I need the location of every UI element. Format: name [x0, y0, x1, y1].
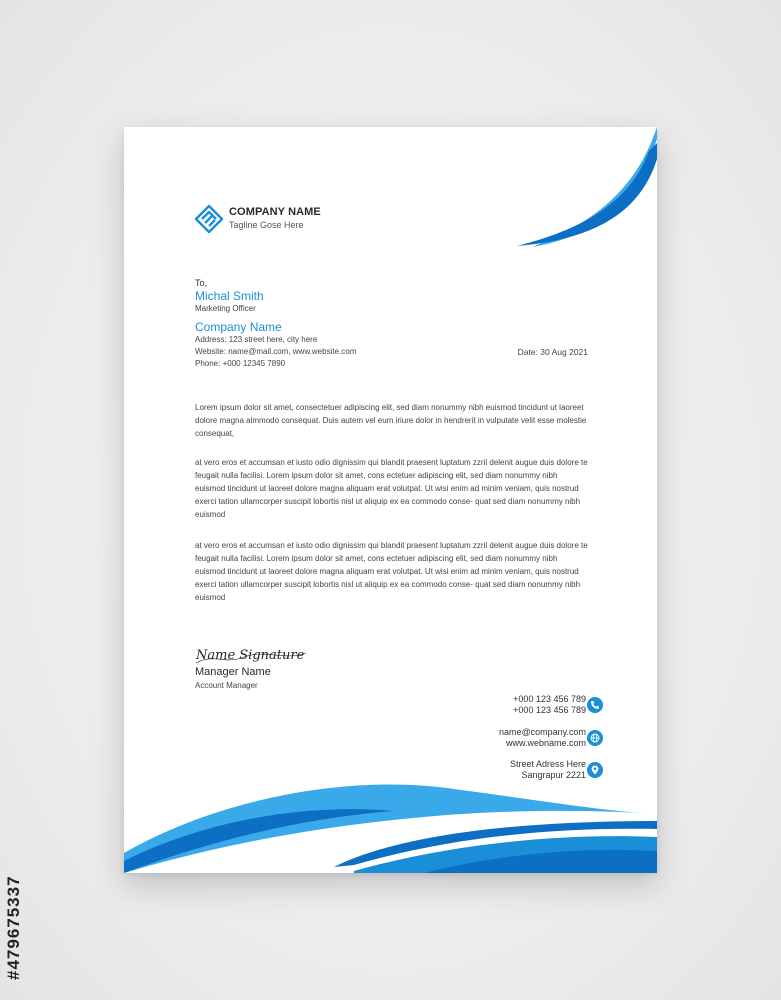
svg-text:Name Signature: Name Signature	[196, 648, 305, 663]
body-paragraph: Lorem ipsum dolor sit amet, consectetuer adipiscing elit, sed diam nonummy nibh euismod tincidunt ut laoreet dolore magna almmodo consequat. Duis autem vel eum iriure dolor in hendrerit in vulputate velit esse molestie consequat,	[195, 403, 587, 438]
email-address: name@company.com	[498, 727, 586, 737]
letter-date: Date: 30 Aug 2021	[517, 347, 588, 357]
city-address: Sangrapur 2221	[521, 770, 586, 780]
recipient-phone: Phone: +000 12345 7890	[195, 359, 286, 368]
phone-number: +000 123 456 789	[513, 694, 586, 704]
phone-number: +000 123 456 789	[513, 705, 586, 715]
bottom-wave-decoration	[124, 781, 657, 873]
phone-contact	[513, 694, 586, 716]
website-address: www.webname.com	[505, 738, 586, 748]
recipient-title: Marketing Officer	[195, 304, 256, 313]
recipient-website: Website: name@mail.com, www.website.com	[195, 347, 357, 356]
phone-icon	[587, 697, 603, 713]
company-name: COMPANY NAME	[229, 206, 321, 218]
stock-id-label: #479675337	[4, 875, 23, 980]
address-contact	[510, 759, 586, 781]
street-address: Street Adress Here	[509, 759, 586, 769]
letterhead-sheet	[124, 127, 657, 873]
recipient-name: Michal Smith	[195, 289, 264, 303]
body-paragraph: at vero eros et accumsan et iusto odio dignissim qui blandit praesent luptatum zzril delenit augue duis dolore te feugait nulla facilisi. Lorem ipsum dolor sit amet, cons ectetuer adipiscing elit, sed diam nonummy nibh euismod tincidunt ut laoreet dolore magna aliquam erat volutpat. Ut wisi enim ad minim veniam, quis nostrud exerci tation ullamcorper suscipit lobortis nisl ut aliquip ex ea commodo conse- quat sed diam nonummy nibh euismod	[195, 458, 588, 519]
top-wave-decoration	[487, 127, 657, 252]
recipient-company: Company Name	[195, 320, 282, 334]
web-contact	[499, 727, 586, 749]
diamond-logo-icon	[193, 203, 225, 235]
manager-title: Account Manager	[195, 681, 258, 690]
to-label: To,	[195, 278, 208, 288]
location-pin-icon	[587, 762, 603, 778]
manager-name: Manager Name	[195, 666, 271, 678]
globe-icon	[587, 730, 603, 746]
recipient-address: Address: 123 street here, city here	[195, 335, 318, 344]
tagline: Tagline Gose Here	[229, 220, 304, 230]
body-paragraph: at vero eros et accumsan et iusto odio dignissim qui blandit praesent luptatum zzril delenit augue duis dolore te feugait nulla facilisi. Lorem ipsum dolor sit amet, cons ectetuer adipiscing elit, sed diam nonummy nibh euismod tincidunt ut laoreet dolore magna aliquam erat volutpat. Ut wisi enim ad minim veniam, quis nostrud exerci tation ullamcorper suscipit lobortis nisl ut aliquip ex ea commodo conse- quat sed diam nonummy nibh euismod	[195, 541, 588, 602]
handwritten-signature	[194, 639, 309, 667]
